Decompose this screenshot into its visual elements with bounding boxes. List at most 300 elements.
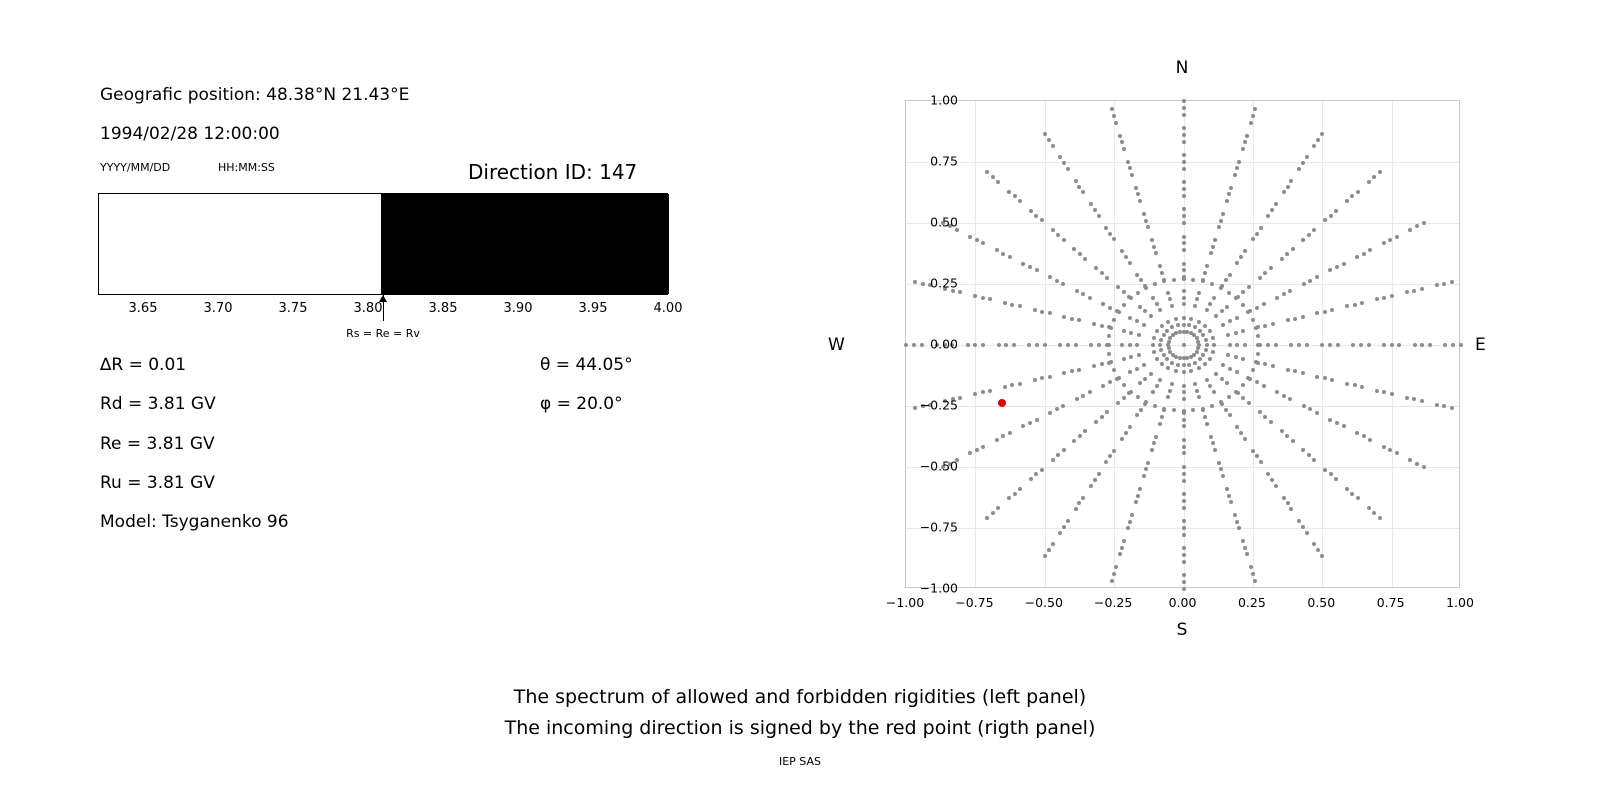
direction-dot: [1289, 343, 1293, 347]
direction-dot: [1256, 343, 1260, 347]
sky-xtick-label: −0.25: [1093, 595, 1133, 610]
rs-marker-label: Rs = Re = Rv: [346, 327, 420, 340]
direction-dot: [1124, 431, 1128, 435]
direction-dot: [1040, 310, 1044, 314]
direction-dot: [1305, 531, 1309, 535]
direction-dot: [1172, 408, 1176, 412]
direction-dot: [1201, 353, 1205, 357]
direction-dot: [1316, 138, 1320, 142]
direction-dot: [1225, 487, 1229, 491]
direction-dot: [1182, 370, 1186, 374]
direction-dot: [1405, 290, 1409, 294]
direction-dot: [1072, 247, 1076, 251]
direction-dot: [1182, 573, 1186, 577]
direction-dot: [1372, 175, 1376, 179]
direction-dot: [1021, 262, 1025, 266]
direction-dot: [1301, 525, 1305, 529]
direction-dot: [1254, 360, 1258, 364]
direction-dot: [1109, 326, 1113, 330]
direction-dot: [1224, 278, 1228, 282]
direction-dot: [1297, 343, 1301, 347]
direction-dot: [1182, 296, 1186, 300]
direction-dot: [1051, 144, 1055, 148]
direction-dot: [1182, 479, 1186, 483]
sky-ytick-label: 0.75: [930, 153, 958, 169]
direction-dot: [1170, 382, 1174, 386]
direction-dot: [1094, 266, 1098, 270]
direction-dot: [1160, 362, 1164, 366]
direction-dot: [1051, 458, 1055, 462]
direction-dot: [1382, 343, 1386, 347]
direction-dot: [1229, 186, 1233, 190]
direction-dot: [1122, 147, 1126, 151]
direction-dot: [1243, 249, 1247, 253]
direction-dot: [1150, 238, 1154, 242]
direction-dot: [1405, 396, 1409, 400]
direction-dot: [1212, 390, 1216, 394]
direction-dot: [1372, 511, 1376, 515]
direction-dot: [1227, 192, 1231, 196]
direction-dot: [1182, 248, 1186, 252]
sky-xtick-label: −1.00: [885, 595, 925, 610]
direction-dot: [1251, 237, 1255, 241]
direction-dot: [1359, 343, 1363, 347]
direction-dot: [1135, 273, 1139, 277]
sky-plot-area: [905, 100, 1460, 588]
direction-dot: [1097, 472, 1101, 476]
direction-dot: [1217, 461, 1221, 465]
direction-dot: [1137, 353, 1141, 357]
direction-dot: [1189, 317, 1193, 321]
direction-dot: [1160, 415, 1164, 419]
direction-dot: [1226, 353, 1230, 357]
direction-dot: [1182, 533, 1186, 537]
direction-dot: [1334, 209, 1338, 213]
direction-dot: [1165, 357, 1169, 361]
direction-dot: [996, 180, 1000, 184]
direction-dot: [1182, 268, 1186, 272]
direction-dot: [1205, 343, 1209, 347]
direction-dot: [1092, 364, 1096, 368]
direction-dot: [1382, 296, 1386, 300]
direction-dot: [1285, 434, 1289, 438]
direction-dot: [1097, 343, 1101, 347]
direction-dot: [1130, 513, 1134, 517]
compass-west-label: W: [828, 335, 845, 355]
direction-dot: [1182, 472, 1186, 476]
direction-dot: [1160, 324, 1164, 328]
direction-dot: [1182, 390, 1186, 394]
direction-dot: [1214, 372, 1218, 376]
direction-dot: [1168, 389, 1172, 393]
direction-dot: [1241, 329, 1245, 333]
direction-dot: [1412, 397, 1416, 401]
direction-dot: [1182, 397, 1186, 401]
direction-dot: [1117, 376, 1121, 380]
direction-dot: [1182, 499, 1186, 503]
direction-dot: [1360, 385, 1364, 389]
direction-dot: [1204, 338, 1208, 342]
sky-xtick-label: −0.75: [955, 595, 994, 610]
direction-dot: [1253, 579, 1257, 583]
direction-dot: [1108, 380, 1112, 384]
direction-dot: [1138, 199, 1142, 203]
direction-dot: [1211, 350, 1215, 354]
direction-dot: [1362, 434, 1366, 438]
direction-dot: [1001, 252, 1005, 256]
datetime-label: 1994/02/28 12:00:00: [100, 124, 280, 144]
direction-dot: [1154, 251, 1158, 255]
direction-dot: [1360, 301, 1364, 305]
sky-xtick-label: 0.25: [1237, 595, 1266, 610]
direction-dot: [1420, 343, 1424, 347]
sky-direction-panel: [820, 50, 1560, 650]
direction-dot: [1118, 134, 1122, 138]
direction-dot: [1100, 415, 1104, 419]
direction-dot: [981, 390, 985, 394]
direction-dot: [1288, 397, 1292, 401]
direction-dot: [1120, 437, 1124, 441]
direction-dot: [1246, 310, 1250, 314]
direction-dot: [1345, 382, 1349, 386]
direction-dot: [1197, 395, 1201, 399]
direction-dot: [1356, 190, 1360, 194]
direction-dot: [1105, 276, 1109, 280]
direction-dot: [1166, 343, 1170, 347]
direction-dot: [1062, 371, 1066, 375]
direction-dot: [1334, 477, 1338, 481]
direction-dot: [1058, 531, 1062, 535]
direction-dot: [1075, 397, 1079, 401]
direction-dot: [1263, 324, 1267, 328]
direction-dot: [1288, 289, 1292, 293]
direction-dot: [912, 343, 916, 347]
direction-dot: [1235, 425, 1239, 429]
direction-dot: [1178, 330, 1182, 334]
direction-dot: [1210, 404, 1214, 408]
direction-dot: [1066, 167, 1070, 171]
direction-dot: [1193, 382, 1197, 386]
direction-dot: [1150, 448, 1154, 452]
direction-dot: [1258, 276, 1262, 280]
direction-dot: [1367, 506, 1371, 510]
direction-dot: [1066, 519, 1070, 523]
direction-dot: [1285, 252, 1289, 256]
direction-dot: [1107, 343, 1111, 347]
direction-dot: [1251, 449, 1255, 453]
direction-dot: [1165, 329, 1169, 333]
direction-dot: [966, 343, 970, 347]
direction-dot: [1255, 454, 1259, 458]
direction-dot: [1408, 228, 1412, 232]
direction-dot: [1212, 296, 1216, 300]
direction-dot: [1062, 238, 1066, 242]
spectrum-xtick-label: 3.90: [503, 301, 533, 316]
direction-dot: [1355, 255, 1359, 259]
direction-dot: [1003, 385, 1007, 389]
direction-dot: [1197, 291, 1201, 295]
direction-dot: [1350, 492, 1354, 496]
direction-dot: [1201, 407, 1205, 411]
direction-dot: [1129, 355, 1133, 359]
direction-dot: [1297, 167, 1301, 171]
direction-dot: [1182, 140, 1186, 144]
direction-dot: [1227, 494, 1231, 498]
direction-dot: [1051, 542, 1055, 546]
direction-dot: [1003, 301, 1007, 305]
direction-dot: [1143, 377, 1147, 381]
direction-dot: [1089, 202, 1093, 206]
direction-dot: [1122, 357, 1126, 361]
direction-dot: [1182, 180, 1186, 184]
direction-dot: [1234, 331, 1238, 335]
direction-dot: [1335, 265, 1339, 269]
direction-dot: [1247, 401, 1251, 405]
direction-dot: [1130, 173, 1134, 177]
sky-xtick-label: 0.50: [1307, 595, 1336, 610]
direction-dot: [1291, 247, 1295, 251]
direction-dot: [1078, 434, 1082, 438]
direction-dot: [1262, 302, 1266, 306]
direction-dot: [1282, 190, 1286, 194]
direction-dot: [1316, 548, 1320, 552]
direction-dot: [1182, 126, 1186, 130]
direction-dot: [1081, 496, 1085, 500]
direction-dot: [1413, 343, 1417, 347]
direction-dot: [1018, 304, 1022, 308]
direction-dot: [1388, 238, 1392, 242]
direction-dot: [1126, 160, 1130, 164]
direction-dot: [1263, 271, 1267, 275]
direction-dot: [1122, 383, 1126, 387]
direction-dot: [1228, 413, 1232, 417]
direction-dot: [1034, 472, 1038, 476]
sky-xtick-label: 0.00: [1168, 595, 1197, 610]
direction-dot: [1241, 290, 1245, 294]
direction-dot: [1301, 238, 1305, 242]
direction-dot: [1058, 155, 1062, 159]
direction-dot: [1116, 285, 1120, 289]
figure-caption: [0, 682, 1600, 744]
direction-dot: [1262, 384, 1266, 388]
direction-dot: [1197, 366, 1201, 370]
direction-dot: [1158, 264, 1162, 268]
direction-dot: [1112, 368, 1116, 372]
direction-dot: [1182, 560, 1186, 564]
direction-dot: [1198, 357, 1202, 361]
direction-dot: [1174, 369, 1178, 373]
direction-dot: [1151, 343, 1155, 347]
direction-dot: [1120, 249, 1124, 253]
direction-dot: [1241, 357, 1245, 361]
direction-dot: [1286, 368, 1290, 372]
direction-dot: [1112, 318, 1116, 322]
direction-dot: [1120, 546, 1124, 550]
direction-dot: [1043, 132, 1047, 136]
direction-dot: [1251, 114, 1255, 118]
direction-dot: [1149, 314, 1153, 318]
direction-dot: [1225, 199, 1229, 203]
direction-dot: [1388, 448, 1392, 452]
direction-dot: [1330, 308, 1334, 312]
direction-dot: [1378, 170, 1382, 174]
direction-dot: [1211, 336, 1215, 340]
direction-dot: [1093, 478, 1097, 482]
direction-dot: [1062, 161, 1066, 165]
direction-dot: [1221, 212, 1225, 216]
direction-dot: [1083, 429, 1087, 433]
direction-dot: [1315, 311, 1319, 315]
direction-dot: [1040, 218, 1044, 222]
sky-xtick-label: 0.75: [1376, 595, 1405, 610]
compass-south-label: S: [1176, 620, 1188, 640]
direction-dot: [1033, 308, 1037, 312]
direction-dot: [1143, 309, 1147, 313]
compass-north-label: N: [1175, 58, 1189, 78]
direction-dot: [1055, 407, 1059, 411]
direction-dot: [1351, 343, 1355, 347]
direction-dot: [1443, 343, 1447, 347]
direction-dot: [1136, 494, 1140, 498]
spectrum-xtick-label: 3.65: [128, 301, 158, 316]
direction-dot: [975, 238, 979, 242]
direction-dot: [1176, 323, 1180, 327]
direction-dot: [1004, 343, 1008, 347]
direction-dot: [1209, 435, 1213, 439]
direction-dot: [1312, 228, 1316, 232]
direction-dot: [1208, 357, 1212, 361]
direction-dot: [1195, 297, 1199, 301]
direction-dot: [1112, 237, 1116, 241]
direction-dot: [1220, 377, 1224, 381]
direction-dot: [981, 445, 985, 449]
direction-dot: [1028, 265, 1032, 269]
direction-dot: [1412, 289, 1416, 293]
spectrum-bar-wrapper: [98, 193, 668, 295]
direction-dot: [1035, 418, 1039, 422]
direction-dot: [1160, 271, 1164, 275]
direction-dot: [1286, 501, 1290, 505]
direction-dot: [1182, 409, 1186, 413]
direction-dot: [1074, 507, 1078, 511]
direction-dot: [1259, 460, 1263, 464]
direction-dot: [1208, 329, 1212, 333]
direction-dot: [1136, 291, 1140, 295]
sky-ytick-label: −0.50: [919, 458, 958, 474]
direction-dot: [1088, 390, 1092, 394]
direction-dot: [921, 282, 925, 286]
direction-dot: [1415, 462, 1419, 466]
direction-dot: [1122, 396, 1126, 400]
direction-dot: [1062, 448, 1066, 452]
direction-dot: [1135, 367, 1139, 371]
direction-dot: [1122, 539, 1126, 543]
direction-dot: [1155, 384, 1159, 388]
direction-dot: [1048, 311, 1052, 315]
direction-dot: [1120, 140, 1124, 144]
direction-dot: [1329, 472, 1333, 476]
direction-dot: [1241, 383, 1245, 387]
direction-dot: [1182, 465, 1186, 469]
direction-dot: [1035, 343, 1039, 347]
direction-dot: [1395, 451, 1399, 455]
direction-dot: [1149, 372, 1153, 376]
direction-dot: [1182, 235, 1186, 239]
direction-dot: [1211, 245, 1215, 249]
direction-dot: [1166, 366, 1170, 370]
direction-dot: [1209, 251, 1213, 255]
direction-dot: [1245, 134, 1249, 138]
direction-dot: [1034, 214, 1038, 218]
direction-dot: [985, 516, 989, 520]
direction-dot: [1182, 418, 1186, 422]
direction-dot: [1219, 400, 1223, 404]
direction-dot: [1422, 465, 1426, 469]
direction-dot: [995, 248, 999, 252]
direction-dot: [985, 170, 989, 174]
direction-dot: [1275, 390, 1279, 394]
direction-dot: [1235, 166, 1239, 170]
direction-dot: [1345, 199, 1349, 203]
direction-dot: [1227, 291, 1231, 295]
direction-dot: [1122, 303, 1126, 307]
direction-dot: [1251, 572, 1255, 576]
direction-dot: [988, 297, 992, 301]
direction-dot: [988, 389, 992, 393]
direction-dot: [1367, 180, 1371, 184]
direction-dot: [1442, 404, 1446, 408]
direction-dot: [1312, 458, 1316, 462]
direction-dot: [1241, 396, 1245, 400]
direction-dot: [1162, 279, 1166, 283]
direction-dot: [1249, 121, 1253, 125]
direction-dot: [1155, 329, 1159, 333]
direction-dot: [1336, 343, 1340, 347]
direction-dot: [1070, 317, 1074, 321]
direction-dot: [1286, 318, 1290, 322]
direction-dot: [1382, 241, 1386, 245]
direction-dot: [1355, 431, 1359, 435]
direction-dot: [1182, 160, 1186, 164]
direction-dot: [1108, 232, 1112, 236]
direction-dot: [1048, 411, 1052, 415]
direction-dot: [1235, 261, 1239, 265]
direction-dot: [1243, 343, 1247, 347]
direction-dot: [1100, 271, 1104, 275]
direction-dot: [1012, 343, 1016, 347]
direction-dot: [1158, 343, 1162, 347]
direction-dot: [1259, 226, 1263, 230]
direction-dot: [1312, 144, 1316, 148]
direction-dot: [1255, 380, 1259, 384]
direction-dot: [1204, 348, 1208, 352]
direction-dot: [1182, 277, 1186, 281]
direction-dot: [1146, 225, 1150, 229]
direction-dot: [1081, 292, 1085, 296]
param-theta: θ = 44.05°: [540, 355, 633, 375]
direction-dot: [1144, 286, 1148, 290]
direction-dot: [1342, 262, 1346, 266]
direction-dot: [1297, 519, 1301, 523]
direction-dot: [1074, 343, 1078, 347]
direction-dot: [1315, 375, 1319, 379]
direction-dot: [1241, 303, 1245, 307]
direction-dot: [1182, 133, 1186, 137]
direction-dot: [1158, 422, 1162, 426]
direction-dot: [995, 438, 999, 442]
direction-dot: [1110, 107, 1114, 111]
gridline-vertical: [1114, 101, 1115, 587]
